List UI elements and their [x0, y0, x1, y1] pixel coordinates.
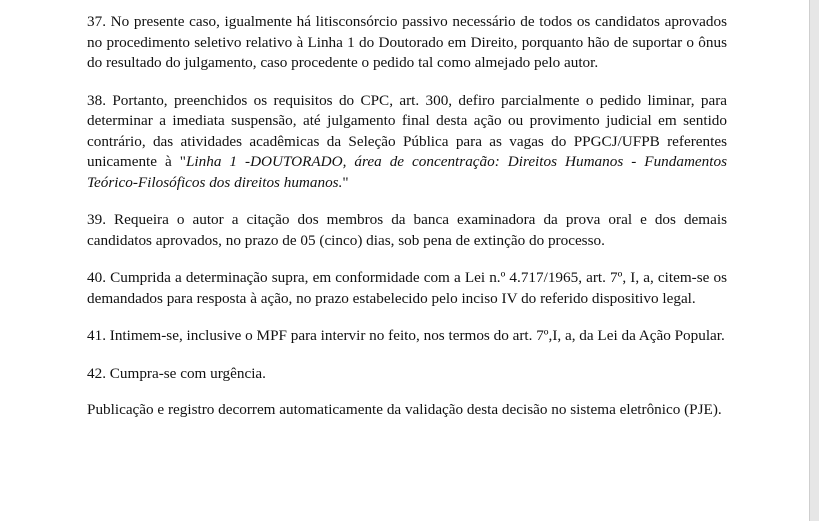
paragraph-39: 39. Requeira o autor a citação dos membros da banca examinadora da prova oral e dos demais candidatos aprovados, no prazo de 05 (cinco) dias, sob pena de extinção do processo. — [87, 211, 727, 249]
paragraph-38-closing-quote: " — [342, 173, 349, 191]
paragraph-42: 42. Cumpra-se com urgência. — [87, 364, 266, 382]
paragraph-41: 41. Intimem-se, inclusive o MPF para intervir no feito, nos termos do art. 7º,I, a, da Lei da Ação Popular. — [87, 327, 725, 344]
scrollbar-track[interactable] — [809, 0, 819, 521]
paragraph-38-italic-quote: Linha 1 -DOUTORADO, área de concentração: Direitos Humanos - Fundamentos Teórico-Filosóficos dos direitos humanos. — [87, 153, 727, 191]
paragraph-40: 40. Cumprida a determinação supra, em conformidade com a Lei n.º 4.717/1965, art. 7º, I, a, citem-se os demandados para resposta à ação, no prazo estabelecido pelo inciso IV do referido dispositivo legal. — [87, 269, 727, 307]
paragraph-37: 37. No presente caso, igualmente há litisconsórcio passivo necessário de todos os candidatos aprovados no procedimento seletivo relativo à Linha 1 do Doutorado em Direito, porquanto hão de suportar o ônus do resultado do julgamento, caso procedente o pedido tal como almejado pelo autor. — [87, 13, 727, 71]
paragraph-publication-note: Publicação e registro decorrem automaticamente da validação desta decisão no sistema eletrônico (PJE). — [87, 401, 722, 418]
document-body — [87, 12, 727, 438]
paragraph-38-text: 38. Portanto, preenchidos os requisitos do CPC, art. 300, defiro parcialmente o pedido liminar, para determinar a imediata suspensão, até julgamento final desta ação ou provimento judicial em sentido contrário, das atividades acadêmicas da Seleção Pública para as vagas do PPGCJ/UFPB referentes unicamente à " — [87, 91, 727, 170]
paragraph-38 — [87, 91, 727, 194]
